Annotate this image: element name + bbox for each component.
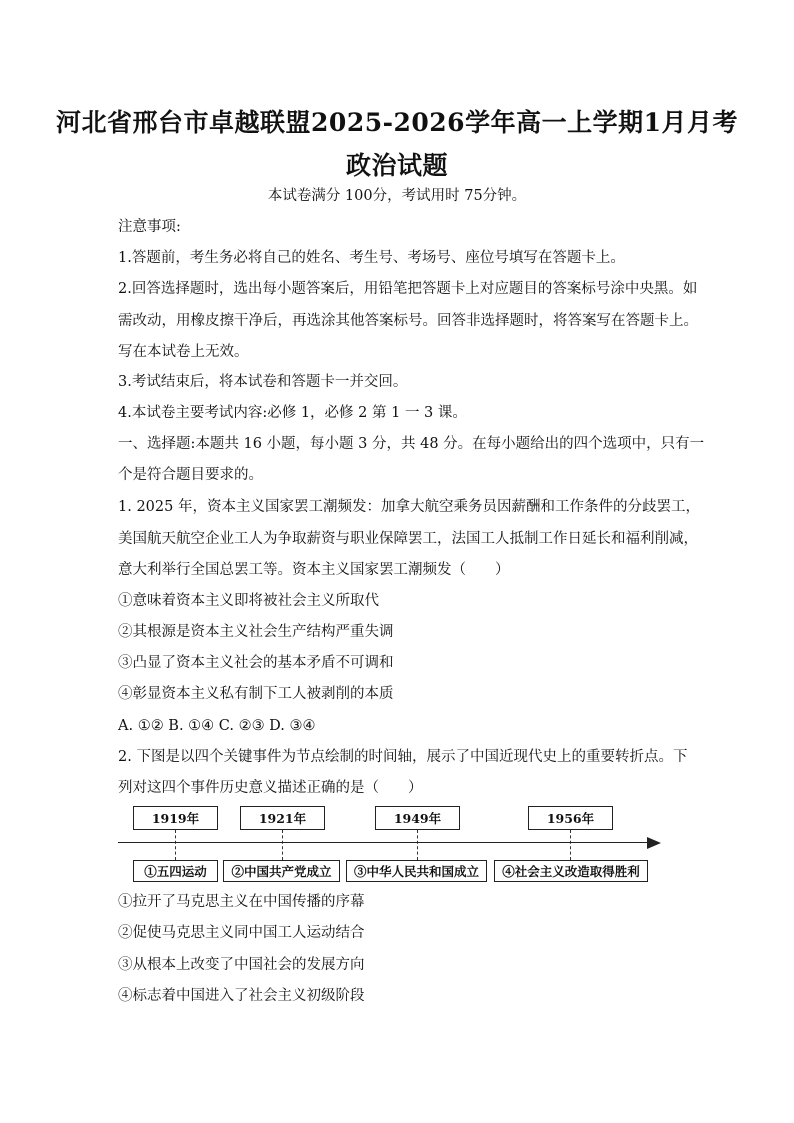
question1-stem: 美国航天航空企业工人为争取薪资与职业保障罢工，法国工人抵制工作日延长和福利削减， <box>118 531 698 547</box>
timeline-axis <box>118 842 648 843</box>
notice-heading: 注意事项: <box>118 219 181 235</box>
timeline-event-socialist-transformation: ④社会主义改造取得胜利 <box>494 860 648 882</box>
question1-stem: 意大利举行全国总罢工等。资本主义国家罢工潮频发（ ） <box>118 562 510 578</box>
question1-statement: ①意味着资本主义即将被社会主义所取代 <box>118 593 379 609</box>
notice-item: 需改动，用橡皮擦干净后，再选涂其他答案标号。回答非选择题时，将答案写在答题卡上。 <box>118 313 698 329</box>
notice-item: 写在本试卷上无效。 <box>118 344 249 360</box>
section-heading: 一、选择题:本题共 16 小题，每小题 3 分，共 48 分。在每小题给出的四个选项中，只有一 <box>118 436 705 452</box>
timeline-arrow-icon <box>647 837 661 849</box>
timeline-event-may-fourth: ①五四运动 <box>133 860 218 882</box>
question2-statement: ③从根本上改变了中国社会的发展方向 <box>118 957 365 973</box>
score-note: 本试卷满分 100分，考试用时 75分钟。 <box>267 188 527 204</box>
exam-subject: 政治试题 <box>345 151 448 180</box>
question2-statement: ②促使马克思主义同中国工人运动结合 <box>118 925 365 941</box>
exam-title: 河北省邢台市卓越联盟2025-2026学年高一上学期1月月考 <box>56 108 738 137</box>
question2-statement: ④标志着中国进入了社会主义初级阶段 <box>118 988 365 1004</box>
question1-statement: ④彰显资本主义私有制下工人被剥削的本质 <box>118 686 394 702</box>
section-heading-cont: 个是符合题目要求的。 <box>118 467 263 483</box>
timeline-connector <box>282 830 283 860</box>
question2-statement: ①拉开了马克思主义在中国传播的序幕 <box>118 894 365 910</box>
notice-item: 4.本试卷主要考试内容:必修 1，必修 2 第 1 一 3 课。 <box>118 405 467 421</box>
timeline-year-1919: 1919年 <box>133 806 218 830</box>
question2-stem: 2. 下图是以四个关键事件为节点绘制的时间轴，展示了中国近现代史上的重要转折点。下 <box>118 749 688 765</box>
timeline-year-1949: 1949年 <box>375 806 460 830</box>
timeline-connector <box>417 830 418 860</box>
timeline-year-1956: 1956年 <box>528 806 613 830</box>
notice-item: 2.回答选择题时，选出每小题答案后，用铅笔把答题卡上对应题目的答案标号涂中央黑。如 <box>118 281 698 297</box>
question1-stem: 1. 2025 年，资本主义国家罢工潮频发：加拿大航空乘务员因薪酬和工作条件的分歧罢工， <box>118 499 700 515</box>
question1-statement: ③凸显了资本主义社会的基本矛盾不可调和 <box>118 655 394 671</box>
timeline-year-1921: 1921年 <box>240 806 325 830</box>
question1-statement: ②其根源是资本主义社会生产结构严重失调 <box>118 624 394 640</box>
timeline-connector <box>175 830 176 860</box>
question2-stem: 列对这四个事件历史意义描述正确的是（ ） <box>118 780 423 796</box>
timeline-event-cpc-founding: ②中国共产党成立 <box>223 860 340 882</box>
notice-item: 3.考试结束后，将本试卷和答题卡一并交回。 <box>118 374 408 390</box>
notice-item: 1.答题前，考生务必将自己的姓名、考生号、考场号、座位号填写在答题卡上。 <box>118 250 625 266</box>
question1-options: A. ①② B. ①④ C. ②③ D. ③④ <box>118 718 316 734</box>
timeline-connector <box>570 830 571 860</box>
timeline-event-prc-founding: ③中华人民共和国成立 <box>346 860 487 882</box>
